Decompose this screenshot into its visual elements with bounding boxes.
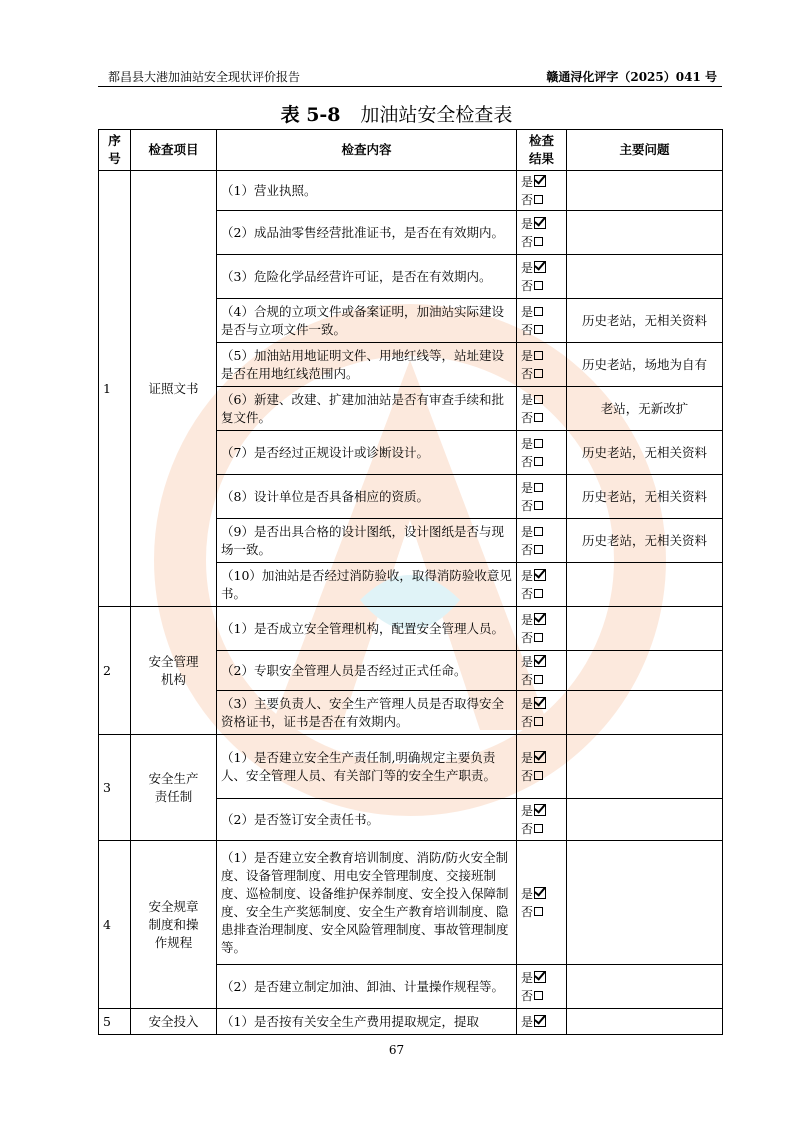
main-problem [567,211,723,255]
check-content: （2）专职安全管理人员是否经过正式任命。 [217,651,517,691]
section-item [131,841,217,1009]
check-result [517,475,567,519]
main-problem [567,563,723,607]
page-number: 67 [388,1043,405,1057]
empty-box-icon [534,771,543,780]
no-label: 否 [521,234,534,249]
empty-box-icon [534,824,543,833]
check-content: （4）合规的立项文件或备案证明，加油站实际建设是否与立项文件一致。 [217,299,517,343]
empty-box-icon [534,307,543,316]
section-number: 2 [99,607,131,735]
table-row [99,841,723,965]
checked-box-icon [534,261,546,273]
yes-label: 是 [521,392,534,407]
no-label: 否 [521,768,534,783]
empty-box-icon [534,237,543,246]
check-result [517,1009,567,1035]
check-result [517,343,567,387]
check-content: （1）是否按有关安全生产费用提取规定，提取 [217,1009,517,1035]
yes-label: 是 [521,524,534,539]
main-problem [567,735,723,799]
no-label: 否 [521,630,534,645]
main-problem [567,691,723,735]
checked-box-icon [534,175,546,187]
safety-check-table [98,129,723,1035]
col-header-content: 检查内容 [217,130,517,171]
empty-box-icon [534,413,543,422]
yes-label: 是 [521,654,534,669]
check-content: （5）加油站用地证明文件、用地红线等，站址建设是否在用地红线范围内。 [217,343,517,387]
main-problem [567,171,723,211]
col-header-item: 检查项目 [131,130,217,171]
main-problem: 历史老站，无相关资料 [567,475,723,519]
no-label: 否 [521,410,534,425]
yes-label: 是 [521,480,534,495]
check-content: （3）主要负责人、安全生产管理人员是否取得安全资格证书，证书是否在有效期内。 [217,691,517,735]
check-result [517,735,567,799]
check-result [517,651,567,691]
empty-box-icon [534,991,543,1000]
empty-box-icon [534,439,543,448]
main-problem: 老站，无新改扩 [567,387,723,431]
check-result [517,431,567,475]
yes-label: 是 [521,803,534,818]
yes-label: 是 [521,348,534,363]
main-problem [567,1009,723,1035]
check-result [517,387,567,431]
check-content: （1）营业执照。 [217,171,517,211]
yes-label: 是 [521,612,534,627]
main-problem [567,607,723,651]
empty-box-icon [534,457,543,466]
checked-box-icon [534,655,546,667]
empty-box-icon [534,195,543,204]
yes-label: 是 [521,970,534,985]
check-content: （1）是否建立安全教育培训制度、消防/防火安全制度、设备管理制度、用电安全管理制度、交接班制度、巡检制度、设备维护保养制度、安全投入保障制度、安全生产奖惩制度、安全生产教育培训制度、隐患排查治理制度、安全风险管理制度、事故管理制度等。 [217,841,517,965]
main-problem [567,799,723,841]
main-problem: 历史老站，场地为自有 [567,343,723,387]
empty-box-icon [534,907,543,916]
yes-label: 是 [521,750,534,765]
check-result [517,691,567,735]
yes-label: 是 [521,174,534,189]
table-header-row [99,130,723,171]
check-content: （3）危险化学品经营许可证，是否在有效期内。 [217,255,517,299]
no-label: 否 [521,542,534,557]
no-label: 否 [521,192,534,207]
main-problem [567,651,723,691]
check-result [517,211,567,255]
yes-label: 是 [521,886,534,901]
table-row [99,171,723,211]
main-problem [567,841,723,965]
check-content: （1）是否建立安全生产责任制,明确规定主要负责人、安全管理人员、有关部门等的安全生产职责。 [217,735,517,799]
empty-box-icon [534,633,543,642]
yes-label: 是 [521,216,534,231]
no-label: 否 [521,498,534,513]
empty-box-icon [534,589,543,598]
check-content: （7）是否经过正规设计或诊断设计。 [217,431,517,475]
section-item [131,607,217,735]
checked-box-icon [534,804,546,816]
section-item: 证照文书 [131,171,217,607]
main-problem [567,255,723,299]
checked-box-icon [534,217,546,229]
section-item-line: 作规程 [154,934,193,950]
section-number: 1 [99,171,131,607]
check-result [517,255,567,299]
section-item-line: 安全管理 [148,653,199,669]
section-item [131,735,217,841]
empty-box-icon [534,369,543,378]
section-item-line: 机构 [160,671,186,687]
checked-box-icon [534,569,546,581]
no-label: 否 [521,278,534,293]
no-label: 否 [521,672,534,687]
no-label: 否 [521,821,534,836]
table-row [99,607,723,651]
no-label: 否 [521,714,534,729]
checked-box-icon [534,697,546,709]
check-content: （2）是否签订安全责任书。 [217,799,517,841]
check-result [517,799,567,841]
yes-label: 是 [521,436,534,451]
running-header-left: 都昌县大港加油站安全现状评价报告 [108,70,301,84]
col-header-result: 检查 结果 [517,130,567,171]
check-content: （1）是否成立安全管理机构，配置安全管理人员。 [217,607,517,651]
check-result [517,965,567,1009]
no-label: 否 [521,988,534,1003]
section-item-line: 制度和操 [148,916,199,932]
yes-label: 是 [521,260,534,275]
table-title [0,100,793,127]
empty-box-icon [534,351,543,360]
empty-box-icon [534,717,543,726]
checked-box-icon [534,613,546,625]
empty-box-icon [534,281,543,290]
check-content: （8）设计单位是否具备相应的资质。 [217,475,517,519]
section-item-line: 责任制 [154,788,193,804]
yes-label: 是 [521,304,534,319]
yes-label: 是 [521,696,534,711]
section-item-line: 安全生产 [148,770,199,786]
main-problem: 历史老站，无相关资料 [567,299,723,343]
check-content: （10）加油站是否经过消防验收，取得消防验收意见书。 [217,563,517,607]
table-number: 表 5-8 [280,104,341,126]
check-result [517,841,567,965]
check-content: （9）是否出具合格的设计图纸，设计图纸是否与现场一致。 [217,519,517,563]
section-item: 安全投入 [131,1009,217,1035]
empty-box-icon [534,501,543,510]
check-result [517,563,567,607]
section-item-line: 安全规章 [148,898,199,914]
checked-box-icon [534,971,546,983]
main-problem [567,965,723,1009]
empty-box-icon [534,395,543,404]
no-label: 否 [521,366,534,381]
main-problem: 历史老站，无相关资料 [567,519,723,563]
running-header-right: 赣通浔化评字（2025）041 号 [546,70,717,84]
table-row [99,735,723,799]
check-content: （2）成品油零售经营批准证书，是否在有效期内。 [217,211,517,255]
checked-box-icon [534,751,546,763]
header-rule [98,86,722,87]
section-number: 3 [99,735,131,841]
empty-box-icon [534,325,543,334]
yes-label: 是 [521,568,534,583]
table-row [99,1009,723,1035]
no-label: 否 [521,322,534,337]
yes-label: 是 [521,1014,534,1029]
empty-box-icon [534,675,543,684]
no-label: 否 [521,904,534,919]
no-label: 否 [521,586,534,601]
check-result [517,299,567,343]
check-result [517,171,567,211]
check-content: （2）是否建立制定加油、卸油、计量操作规程等。 [217,965,517,1009]
check-result [517,519,567,563]
checked-box-icon [534,1015,546,1027]
section-number: 4 [99,841,131,1009]
section-number: 5 [99,1009,131,1035]
col-header-no: 序 号 [99,130,131,171]
checked-box-icon [534,887,546,899]
check-result [517,607,567,651]
empty-box-icon [534,545,543,554]
col-header-problem: 主要问题 [567,130,723,171]
table-caption: 加油站安全检查表 [360,104,513,126]
check-content: （6）新建、改建、扩建加油站是否有审查手续和批复文件。 [217,387,517,431]
empty-box-icon [534,483,543,492]
no-label: 否 [521,454,534,469]
empty-box-icon [534,527,543,536]
main-problem: 历史老站，无相关资料 [567,431,723,475]
